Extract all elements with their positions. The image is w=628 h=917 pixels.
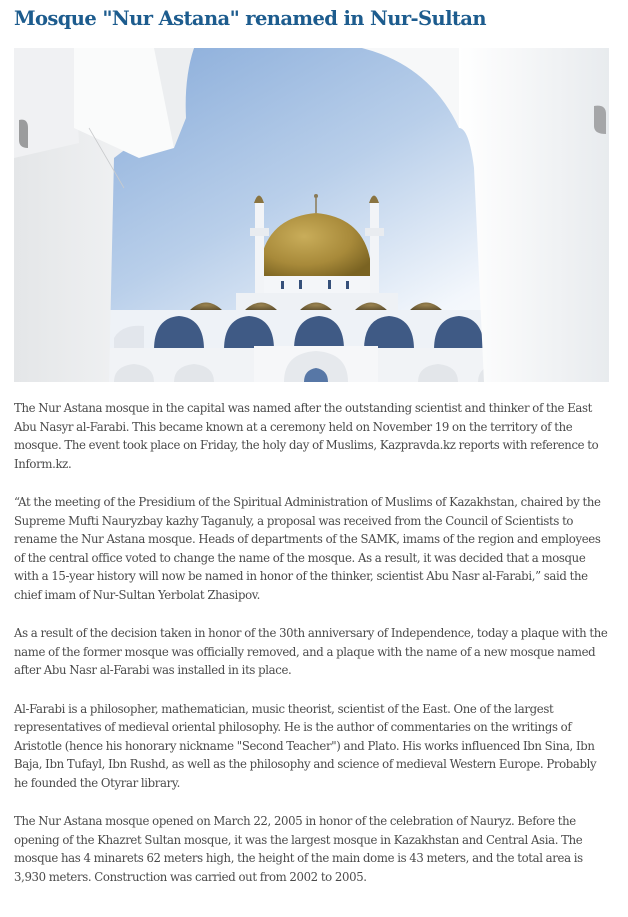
paragraph-plaque: As a result of the decision taken in honor of the 30th anniversary of Independence, today a plaque with the name of the former mosque was officially removed, and a plaque with the name of a new mosque named after Abu Nasr al-Farabi was installed in its place. xyxy=(14,626,608,677)
mosque-photo xyxy=(14,48,609,382)
mosque-image-icon xyxy=(14,48,609,382)
article-title: Mosque "Nur Astana" renamed in Nur-Sultan xyxy=(14,7,486,30)
paragraph-quote: “At the meeting of the Presidium of the Spiritual Administration of Muslims of Kazakhstan, chaired by the Supreme Mufti Nauryzbay kazhy Taganuly, a proposal was received from the Council of Scientists to rename the Nur Astana mosque. Heads of departments of the SAMK, imams of the region and employees of the central office voted to change the name of the mosque. As a result, it was decided that a mosque with a 15-year history will now be named in honor of the thinker, scientist Abu Nasr al-Farabi,” said the chief imam of Nur-Sultan Yerbolat Zhasipov. xyxy=(14,495,601,602)
arcade xyxy=(109,310,529,350)
paragraph-history: The Nur Astana mosque opened on March 22, 2005 in honor of the celebration of Nauryz. Before the opening of the Khazret Sultan mosque, it was the largest mosque in Kazakhstan and Central Asia. The mosque has 4 minarets 62 meters high, the height of the main dome is 43 meters, and the total area is 3,930 meters. Construction was carried out from 2002 to 2005. xyxy=(14,814,583,884)
paragraph-al-farabi: Al-Farabi is a philosopher, mathematician, music theorist, scientist of the East. One of the largest representatives of medieval oriental philosophy. He is the author of commentaries on the writings of Aristotle (hence his honorary nickname "Second Teacher") and Plato. His works influenced Ibn Sina, Ibn Baja, Ibn Tufayl, Ibn Rushd, as well as the philosophy and science of medieval Western Europe. Probably he founded the Otyrar library. xyxy=(14,701,597,790)
lower-wall xyxy=(94,346,534,382)
paragraph-intro: The Nur Astana mosque in the capital was named after the outstanding scientist and thinker of the East Abu Nasyr al-Farabi. This became known at a ceremony held on November 19 on the territory of the mosque. The event took place on Friday, the holy day of Muslims, Kazpravda.kz reports with reference to Inform.kz. xyxy=(14,401,599,471)
article-body xyxy=(14,399,612,906)
